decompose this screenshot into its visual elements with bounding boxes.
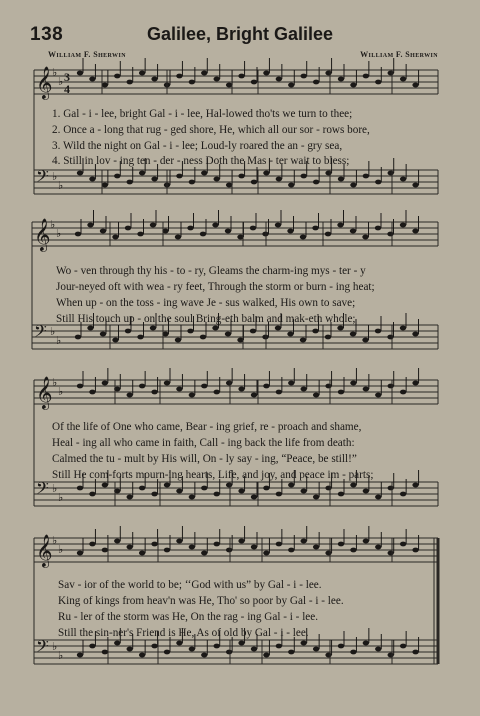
notehead <box>363 74 369 79</box>
notehead <box>387 335 393 340</box>
time-signature: 4 <box>64 82 70 96</box>
notehead <box>288 483 294 488</box>
notehead <box>77 551 83 556</box>
notehead <box>350 183 356 188</box>
system-1-verse-3: 3. Wild the night on Gal - i - lee; Loud-ly roared the an - gry sea, <box>52 140 343 152</box>
notehead <box>189 495 195 500</box>
notehead <box>350 650 356 655</box>
notehead <box>301 174 307 179</box>
notehead <box>287 332 293 337</box>
notehead <box>350 83 356 88</box>
notehead <box>350 332 356 337</box>
notehead <box>412 332 418 337</box>
notehead <box>189 180 195 185</box>
notehead <box>238 174 244 179</box>
notehead <box>238 489 244 494</box>
notehead <box>263 171 269 176</box>
notehead <box>375 80 381 85</box>
notehead <box>301 641 307 646</box>
system-4-verse-3: Ru - ler of the storm was He, On the rag - ing Gal - i - lee. <box>58 611 319 623</box>
notehead <box>251 495 257 500</box>
notehead <box>400 326 406 331</box>
bass-clef: 𝄢 <box>36 636 49 660</box>
notehead <box>250 329 256 334</box>
notehead <box>263 71 269 76</box>
notehead <box>225 332 231 337</box>
notehead <box>375 180 381 185</box>
notehead <box>325 384 331 389</box>
bass-clef: 𝄢 <box>36 166 49 190</box>
notehead <box>151 492 157 497</box>
lyricist-credit: William F. Sherwin <box>48 50 126 59</box>
notehead <box>288 548 294 553</box>
notehead <box>226 483 232 488</box>
notehead <box>375 226 381 231</box>
notehead <box>102 650 108 655</box>
notehead <box>112 235 118 240</box>
notehead <box>77 486 83 491</box>
notehead <box>363 539 369 544</box>
notehead <box>151 390 157 395</box>
notehead <box>226 183 232 188</box>
notehead <box>77 171 83 176</box>
notehead <box>139 551 145 556</box>
notehead <box>187 329 193 334</box>
notehead <box>313 393 319 398</box>
notehead <box>189 647 195 652</box>
notehead <box>313 495 319 500</box>
system-1-verse-1: 1. Gal - i - lee, bright Gal - i - lee, Hal-lowed tho'ts we turn to thee; <box>52 108 353 120</box>
notehead <box>337 223 343 228</box>
flat-sign: ♭ <box>52 483 58 495</box>
flat-sign: ♭ <box>52 67 58 79</box>
notehead <box>176 174 182 179</box>
notehead <box>176 489 182 494</box>
notehead <box>338 177 344 182</box>
notehead <box>325 71 331 76</box>
treble-clef: 𝄞 <box>36 534 53 567</box>
composer-credit: William F. Sherwin <box>360 50 438 59</box>
notehead <box>125 226 131 231</box>
notehead <box>325 335 331 340</box>
notehead <box>276 492 282 497</box>
notehead <box>375 647 381 652</box>
notehead <box>338 542 344 547</box>
notehead <box>313 180 319 185</box>
notehead <box>338 77 344 82</box>
notehead <box>214 77 220 82</box>
notehead <box>225 229 231 234</box>
notehead <box>300 235 306 240</box>
notehead <box>238 539 244 544</box>
page-number: 138 <box>30 24 64 45</box>
notehead <box>164 381 170 386</box>
notehead <box>325 653 331 658</box>
treble-clef: 𝄞 <box>34 218 51 251</box>
notehead <box>189 80 195 85</box>
notehead <box>313 647 319 652</box>
notehead <box>201 551 207 556</box>
notehead <box>338 644 344 649</box>
notehead <box>350 381 356 386</box>
notehead <box>226 650 232 655</box>
notehead <box>89 390 95 395</box>
notehead <box>251 545 257 550</box>
notehead <box>301 489 307 494</box>
notehead <box>151 644 157 649</box>
treble-clef: 𝄞 <box>36 376 53 409</box>
system-2-verse-4: Still His touch up - on the soul Bring-eth balm and mak-eth whole; <box>56 313 356 325</box>
notehead <box>301 539 307 544</box>
system-4-verse-4: Still the sin-ner's Friend is He, As of old by Gal - i - lee. <box>58 627 309 639</box>
notehead <box>164 548 170 553</box>
notehead <box>151 77 157 82</box>
system-3-verse-4: Still He com-forts mourn-ing hearts, Life, and joy, and peace im - parts; <box>52 469 374 481</box>
notehead <box>238 74 244 79</box>
notehead <box>75 335 81 340</box>
notehead <box>187 226 193 231</box>
notehead <box>412 483 418 488</box>
treble-clef: 𝄞 <box>36 66 53 99</box>
notehead <box>301 74 307 79</box>
notehead <box>89 77 95 82</box>
notehead <box>400 644 406 649</box>
notehead <box>362 338 368 343</box>
notehead <box>100 229 106 234</box>
notehead <box>387 232 393 237</box>
notehead <box>301 387 307 392</box>
notehead <box>400 492 406 497</box>
notehead <box>150 223 156 228</box>
notehead <box>176 387 182 392</box>
notehead <box>164 650 170 655</box>
notehead <box>89 644 95 649</box>
system-3-verse-2: Heal - ing all who came in faith, Call - ing back the life from death: <box>52 437 355 449</box>
system-1-verse-4: 4. Still in lov - ing ten - der - ness Doth the Mas - ter wait to bless; <box>52 155 350 167</box>
notehead <box>388 71 394 76</box>
notehead <box>363 489 369 494</box>
notehead <box>127 647 133 652</box>
notehead <box>189 393 195 398</box>
notehead <box>87 223 93 228</box>
notehead <box>287 229 293 234</box>
notehead <box>263 486 269 491</box>
flat-sign: ♭ <box>58 386 64 398</box>
notehead <box>288 650 294 655</box>
notehead <box>87 326 93 331</box>
notehead <box>400 223 406 228</box>
flat-sign: ♭ <box>56 228 62 240</box>
notehead <box>114 539 120 544</box>
notehead <box>89 177 95 182</box>
notehead <box>151 542 157 547</box>
flat-sign: ♭ <box>52 171 58 183</box>
system-4-verse-2: King of kings from heav'n was He, Tho' so poor by Gal - i - lee. <box>58 595 344 607</box>
notehead <box>362 235 368 240</box>
system-2-verse-2: Jour-neyed oft with wea - ry feet, Through the storm or burn - ing heat; <box>56 281 375 293</box>
notehead <box>412 548 418 553</box>
notehead <box>176 74 182 79</box>
notehead <box>388 171 394 176</box>
notehead <box>127 545 133 550</box>
notehead <box>312 329 318 334</box>
notehead <box>75 232 81 237</box>
notehead <box>214 390 220 395</box>
notehead <box>176 539 182 544</box>
notehead <box>214 542 220 547</box>
notehead <box>337 326 343 331</box>
notehead <box>214 644 220 649</box>
bass-clef: 𝄢 <box>34 321 47 345</box>
notehead <box>125 329 131 334</box>
notehead <box>412 381 418 386</box>
notehead <box>276 644 282 649</box>
notehead <box>114 74 120 79</box>
flat-sign: ♭ <box>50 219 56 231</box>
notehead <box>288 83 294 88</box>
flat-sign: ♭ <box>50 326 56 338</box>
notehead <box>276 177 282 182</box>
notehead <box>400 390 406 395</box>
bass-clef: 𝄢 <box>36 478 49 502</box>
notehead <box>338 390 344 395</box>
system-3-verse-1: Of the life of One who came, Bear - ing grief, re - proach and shame, <box>52 421 362 433</box>
notehead <box>313 545 319 550</box>
notehead <box>251 80 257 85</box>
notehead <box>201 653 207 658</box>
notehead <box>251 647 257 652</box>
notehead <box>77 71 83 76</box>
notehead <box>263 384 269 389</box>
notehead <box>251 393 257 398</box>
notehead <box>375 545 381 550</box>
notehead <box>251 180 257 185</box>
notehead <box>275 223 281 228</box>
notehead <box>201 71 207 76</box>
notehead <box>214 492 220 497</box>
system-2-verse-3: When up - on the toss - ing wave Je - sus walked, His own to save; <box>56 297 356 309</box>
notehead <box>388 486 394 491</box>
notehead <box>313 80 319 85</box>
notehead <box>189 545 195 550</box>
notehead <box>127 393 133 398</box>
notehead <box>226 548 232 553</box>
flat-sign: ♭ <box>52 535 58 547</box>
notehead <box>139 486 145 491</box>
notehead <box>102 83 108 88</box>
notehead <box>112 338 118 343</box>
notehead <box>388 551 394 556</box>
notehead <box>275 326 281 331</box>
notehead <box>102 381 108 386</box>
flat-sign: ♭ <box>58 180 64 192</box>
hymn-title: Galilee, Bright Galilee <box>146 24 334 44</box>
notehead <box>127 495 133 500</box>
notehead <box>150 326 156 331</box>
notehead <box>212 326 218 331</box>
system-2-verse-1: Wo - ven through thy his - to - ry, Gleams the charm-ing mys - ter - y <box>56 265 366 277</box>
notehead <box>137 335 143 340</box>
notehead <box>412 83 418 88</box>
notehead <box>350 229 356 234</box>
time-signature: 3 <box>64 70 70 84</box>
notehead <box>412 229 418 234</box>
notehead <box>201 486 207 491</box>
notehead <box>325 486 331 491</box>
notehead <box>300 338 306 343</box>
notehead <box>412 650 418 655</box>
notehead <box>288 183 294 188</box>
notehead <box>325 551 331 556</box>
flat-sign: ♭ <box>58 76 64 88</box>
notehead <box>276 542 282 547</box>
notehead <box>175 338 181 343</box>
notehead <box>201 171 207 176</box>
flat-sign: ♭ <box>58 544 64 556</box>
notehead <box>139 653 145 658</box>
notehead <box>127 180 133 185</box>
notehead <box>89 492 95 497</box>
notehead <box>114 174 120 179</box>
notehead <box>388 653 394 658</box>
notehead <box>375 329 381 334</box>
notehead <box>212 223 218 228</box>
notehead <box>176 641 182 646</box>
notehead <box>114 641 120 646</box>
notehead <box>238 387 244 392</box>
notehead <box>77 384 83 389</box>
notehead <box>375 495 381 500</box>
notehead <box>102 183 108 188</box>
notehead <box>412 183 418 188</box>
notehead <box>139 171 145 176</box>
system-3-verse-3: Calmed the tu - mult by His will, On - ly say - ing, “Peace, be still!” <box>52 453 357 465</box>
notehead <box>151 177 157 182</box>
notehead <box>226 381 232 386</box>
flat-sign: ♭ <box>52 641 58 653</box>
flat-sign: ♭ <box>58 650 64 662</box>
notehead <box>139 384 145 389</box>
flat-sign: ♭ <box>56 335 62 347</box>
notehead <box>350 483 356 488</box>
notehead <box>400 177 406 182</box>
notehead <box>400 542 406 547</box>
notehead <box>276 390 282 395</box>
notehead <box>400 77 406 82</box>
notehead <box>312 226 318 231</box>
notehead <box>137 232 143 237</box>
notehead <box>263 653 269 658</box>
notehead <box>325 171 331 176</box>
notehead <box>288 381 294 386</box>
notehead <box>175 235 181 240</box>
notehead <box>127 80 133 85</box>
notehead <box>375 393 381 398</box>
flat-sign: ♭ <box>58 492 64 504</box>
notehead <box>276 77 282 82</box>
notehead <box>363 641 369 646</box>
notehead <box>350 548 356 553</box>
notehead <box>363 174 369 179</box>
notehead <box>201 384 207 389</box>
notehead <box>77 653 83 658</box>
system-1-verse-2: 2. Once a - long that rug - ged shore, He, which all our sor - rows bore, <box>52 124 370 136</box>
system-4-verse-1: Sav - ior of the world to be; ‘‘God with us” by Gal - i - lee. <box>58 579 322 591</box>
notehead <box>164 483 170 488</box>
notehead <box>214 177 220 182</box>
notehead <box>226 83 232 88</box>
notehead <box>200 335 206 340</box>
notehead <box>200 232 206 237</box>
notehead <box>363 387 369 392</box>
flat-sign: ♭ <box>52 377 58 389</box>
notehead <box>338 492 344 497</box>
notehead <box>388 384 394 389</box>
notehead <box>100 332 106 337</box>
notehead <box>102 548 108 553</box>
notehead <box>250 226 256 231</box>
notehead <box>89 542 95 547</box>
notehead <box>102 483 108 488</box>
notehead <box>263 551 269 556</box>
notehead <box>238 641 244 646</box>
notehead <box>139 71 145 76</box>
notehead <box>325 232 331 237</box>
